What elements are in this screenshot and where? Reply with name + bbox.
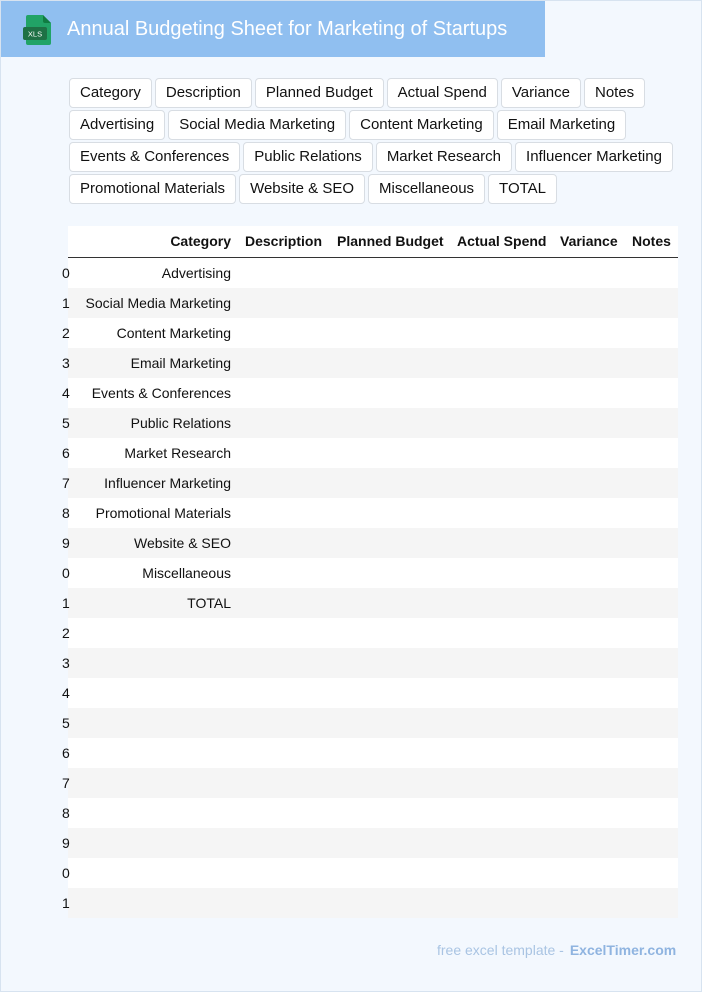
chip-row xyxy=(69,110,679,140)
category-cell: Influencer Marketing xyxy=(104,475,231,491)
table-row[interactable] xyxy=(62,378,678,408)
budget-table xyxy=(62,226,678,918)
row-index: 2 xyxy=(62,625,70,641)
category-chip[interactable]: Miscellaneous xyxy=(368,174,485,204)
category-chip[interactable]: Description xyxy=(155,78,252,108)
row-index: 0 xyxy=(62,565,70,581)
row-index: 4 xyxy=(62,685,70,701)
row-index: 4 xyxy=(62,385,70,401)
table-row[interactable] xyxy=(62,408,678,438)
category-cell: Events & Conferences xyxy=(91,385,231,401)
category-chip[interactable]: Planned Budget xyxy=(255,78,384,108)
category-chip[interactable]: Promotional Materials xyxy=(69,174,236,204)
category-chip[interactable]: Content Marketing xyxy=(349,110,494,140)
row-index: 1 xyxy=(62,295,70,311)
category-cell: Public Relations xyxy=(130,415,231,431)
table-row[interactable] xyxy=(62,498,678,528)
table-row[interactable] xyxy=(62,438,678,468)
category-cell: Promotional Materials xyxy=(95,505,231,521)
table-row[interactable] xyxy=(62,798,678,828)
row-index: 0 xyxy=(62,265,70,281)
category-chip-list xyxy=(69,78,679,206)
category-chip[interactable]: Notes xyxy=(584,78,645,108)
category-chip[interactable]: Events & Conferences xyxy=(69,142,240,172)
chip-row xyxy=(69,142,679,172)
column-header[interactable]: Planned Budget xyxy=(337,233,444,249)
row-index: 5 xyxy=(62,415,70,431)
table-row[interactable] xyxy=(62,678,678,708)
column-header[interactable]: Description xyxy=(245,233,323,249)
category-chip[interactable]: TOTAL xyxy=(488,174,557,204)
row-index: 6 xyxy=(62,445,70,461)
table-header-row xyxy=(68,226,678,258)
category-chip[interactable]: Variance xyxy=(501,78,581,108)
footer-text: free excel template - xyxy=(437,942,564,958)
row-index: 1 xyxy=(62,895,70,911)
category-cell: Miscellaneous xyxy=(142,565,231,581)
row-index: 9 xyxy=(62,535,70,551)
category-chip[interactable]: Advertising xyxy=(69,110,165,140)
table-row[interactable] xyxy=(62,768,678,798)
table-row[interactable] xyxy=(62,828,678,858)
category-cell: Social Media Marketing xyxy=(85,295,231,311)
row-index: 7 xyxy=(62,475,70,491)
row-index: 1 xyxy=(62,595,70,611)
xls-file-icon xyxy=(23,15,51,45)
column-header[interactable]: Variance xyxy=(560,233,618,249)
table-row[interactable] xyxy=(62,468,678,498)
table-row[interactable] xyxy=(62,858,678,888)
page-title: Annual Budgeting Sheet for Marketing of Startups xyxy=(67,18,508,40)
table-row[interactable] xyxy=(62,888,678,918)
table-row[interactable] xyxy=(62,648,678,678)
column-header[interactable]: Notes xyxy=(632,233,671,249)
header-bar xyxy=(1,1,545,57)
footer-brand-link[interactable]: ExcelTimer.com xyxy=(569,942,677,958)
category-chip[interactable]: Category xyxy=(69,78,152,108)
table-row[interactable] xyxy=(62,318,678,348)
table-row[interactable] xyxy=(62,708,678,738)
category-chip[interactable]: Email Marketing xyxy=(497,110,627,140)
column-header[interactable]: Actual Spend xyxy=(457,233,547,249)
row-index: 5 xyxy=(62,715,70,731)
category-chip[interactable]: Website & SEO xyxy=(239,174,365,204)
column-header[interactable]: Category xyxy=(170,233,231,249)
category-chip[interactable]: Market Research xyxy=(376,142,512,172)
category-cell: Website & SEO xyxy=(133,535,231,551)
category-chip[interactable]: Social Media Marketing xyxy=(168,110,346,140)
table-row[interactable] xyxy=(62,558,678,588)
xls-icon-label: XLS xyxy=(27,29,43,39)
category-chip[interactable]: Actual Spend xyxy=(387,78,498,108)
table-row[interactable] xyxy=(62,618,678,648)
table-row[interactable] xyxy=(62,528,678,558)
table-row[interactable] xyxy=(62,588,678,618)
row-index: 9 xyxy=(62,835,70,851)
table-row[interactable] xyxy=(62,258,678,288)
footer xyxy=(437,942,676,958)
category-cell: Email Marketing xyxy=(130,355,231,371)
table-row[interactable] xyxy=(62,738,678,768)
row-index: 8 xyxy=(62,805,70,821)
row-index: 0 xyxy=(62,865,70,881)
category-cell: TOTAL xyxy=(187,595,231,611)
category-chip[interactable]: Public Relations xyxy=(243,142,373,172)
chip-row xyxy=(69,78,679,108)
category-cell: Advertising xyxy=(161,265,231,281)
category-chip[interactable]: Influencer Marketing xyxy=(515,142,673,172)
table-row[interactable] xyxy=(62,348,678,378)
row-index: 8 xyxy=(62,505,70,521)
category-cell: Content Marketing xyxy=(116,325,231,341)
table-body xyxy=(62,258,678,918)
table-row[interactable] xyxy=(62,288,678,318)
row-index: 6 xyxy=(62,745,70,761)
row-index: 3 xyxy=(62,655,70,671)
row-index: 7 xyxy=(62,775,70,791)
category-cell: Market Research xyxy=(124,445,231,461)
chip-row xyxy=(69,174,679,204)
row-index: 2 xyxy=(62,325,70,341)
row-index: 3 xyxy=(62,355,70,371)
